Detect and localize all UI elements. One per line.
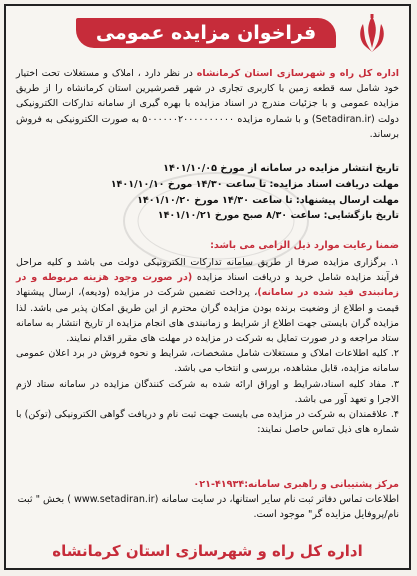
support-info: اطلاعات تماس دفاتر ثبت نام سایر استانها، در سایت سامانه (www.setadiran.ir ) بخش " ثبت نام/پروفایل مزایده گر" موجود است. xyxy=(17,494,399,521)
condition-1-highlight: (در صورت وجود هزینه مربوطه و در زمانبندی قید شده در سامانه) xyxy=(16,272,399,299)
iran-emblem-icon xyxy=(349,12,395,58)
conditions-title: ضمنا رعایت موارد ذیل الزامی می باشد: xyxy=(210,240,399,251)
intro-text: در نظر دارد ، املاک و مستغلات تحت اختیار خود شامل سه قطعه زمین با کاربری تجاری در شهر قصرشیرین استان کرمانشاه را از طریق مزایده عمومی و با جزئیات مندرج در اسناد مزایده با بهره گیری از سامانه تدارکات الکترونیکی دولت (Setadiran.ir) و با شماره مزایده ۵۰۰۰۰۰۰۲۰۰۰۰۰۰۰۰۰۰ به صورت الکترونیکی به فروش برساند. xyxy=(16,68,399,140)
conditions-list xyxy=(16,255,399,437)
dates-block xyxy=(76,161,399,224)
opening-date: تاریخ بازگشایی: ساعت ۸/۳۰ صبح مورخ ۱۴۰۱/۱۰/۲۱ xyxy=(157,210,399,222)
org-name: اداره کل راه و شهرسازی استان کرمانشاه xyxy=(196,68,400,79)
condition-item-1 xyxy=(16,255,399,346)
support-block xyxy=(16,477,399,523)
page-title: فراخوان مزایده عمومی xyxy=(95,22,317,44)
footer-org-name: اداره کل راه و شهرسازی استان کرمانشاه xyxy=(52,542,363,560)
header xyxy=(6,6,409,64)
condition-1-text-a: ۱. برگزاری مزایده صرفا از طریق سامانه تدارکات الکترونیکی دولت می باشد و کلیه مراحل فرآیند مزایده شامل خرید و دریافت اسناد مزایده xyxy=(16,257,399,284)
notice-frame xyxy=(4,4,411,570)
condition-item-2: ۲. کلیه اطلاعات املاک و مستغلات شامل مشخصات، شرایط و نحوه فروش در برد اعلان عمومی سامانه مزایده، قابل مشاهده، بررسی و انتخاب می باشد. xyxy=(16,348,399,375)
publish-date: تاریخ انتشار مزایده در سامانه از مورخ ۱۴۰۱/۱۰/۰۵ xyxy=(163,163,399,174)
offer-deadline: مهلت ارسال پیشنهاد: تا ساعت ۱۴/۳۰ مورخ ۱۴۰۱/۱۰/۲۰ xyxy=(137,194,399,206)
title-banner xyxy=(76,18,336,48)
condition-1-text-b: ، پرداخت تضمین شرکت در مزایده (ودیعه)، ارسال پیشنهاد قیمت و اطلاع از وضعیت برنده بودن مزایده گران محترم از این طریق امکان پذیر می باشد. لذا مزایده گران بایستی جهت اطلاع از شرایط و زمانبندی های انجام مزایده از تاریخ انتشار به سامانه ستاد مراجعه و در صورت تمایل به شرکت در مزایده در مهلت های مقرر اقدام نمایند. xyxy=(16,287,399,345)
docs-deadline: مهلت دریافت اسناد مزایده: تا ساعت ۱۴/۳۰ مورخ ۱۴۰۱/۱۰/۱۰ xyxy=(110,178,399,190)
intro-paragraph xyxy=(16,66,399,142)
support-center: مرکز پشتیبانی و راهبری سامانه:۴۱۹۳۴-۰۲۱ xyxy=(193,479,399,490)
condition-item-3: ۳. مفاد کلیه اسناد،شرایط و اوراق ارائه شده به شرکت کنندگان مزایده در سامانه ستاد لازم الاجرا و تعهد آور می باشد. xyxy=(16,378,399,405)
condition-item-4: ۴. علاقمندان به شرکت در مزایده می بایست جهت ثبت نام و دریافت گواهی الکترونیکی (توکن) با شماره های ذیل تماس حاصل نمایند: xyxy=(16,409,399,436)
